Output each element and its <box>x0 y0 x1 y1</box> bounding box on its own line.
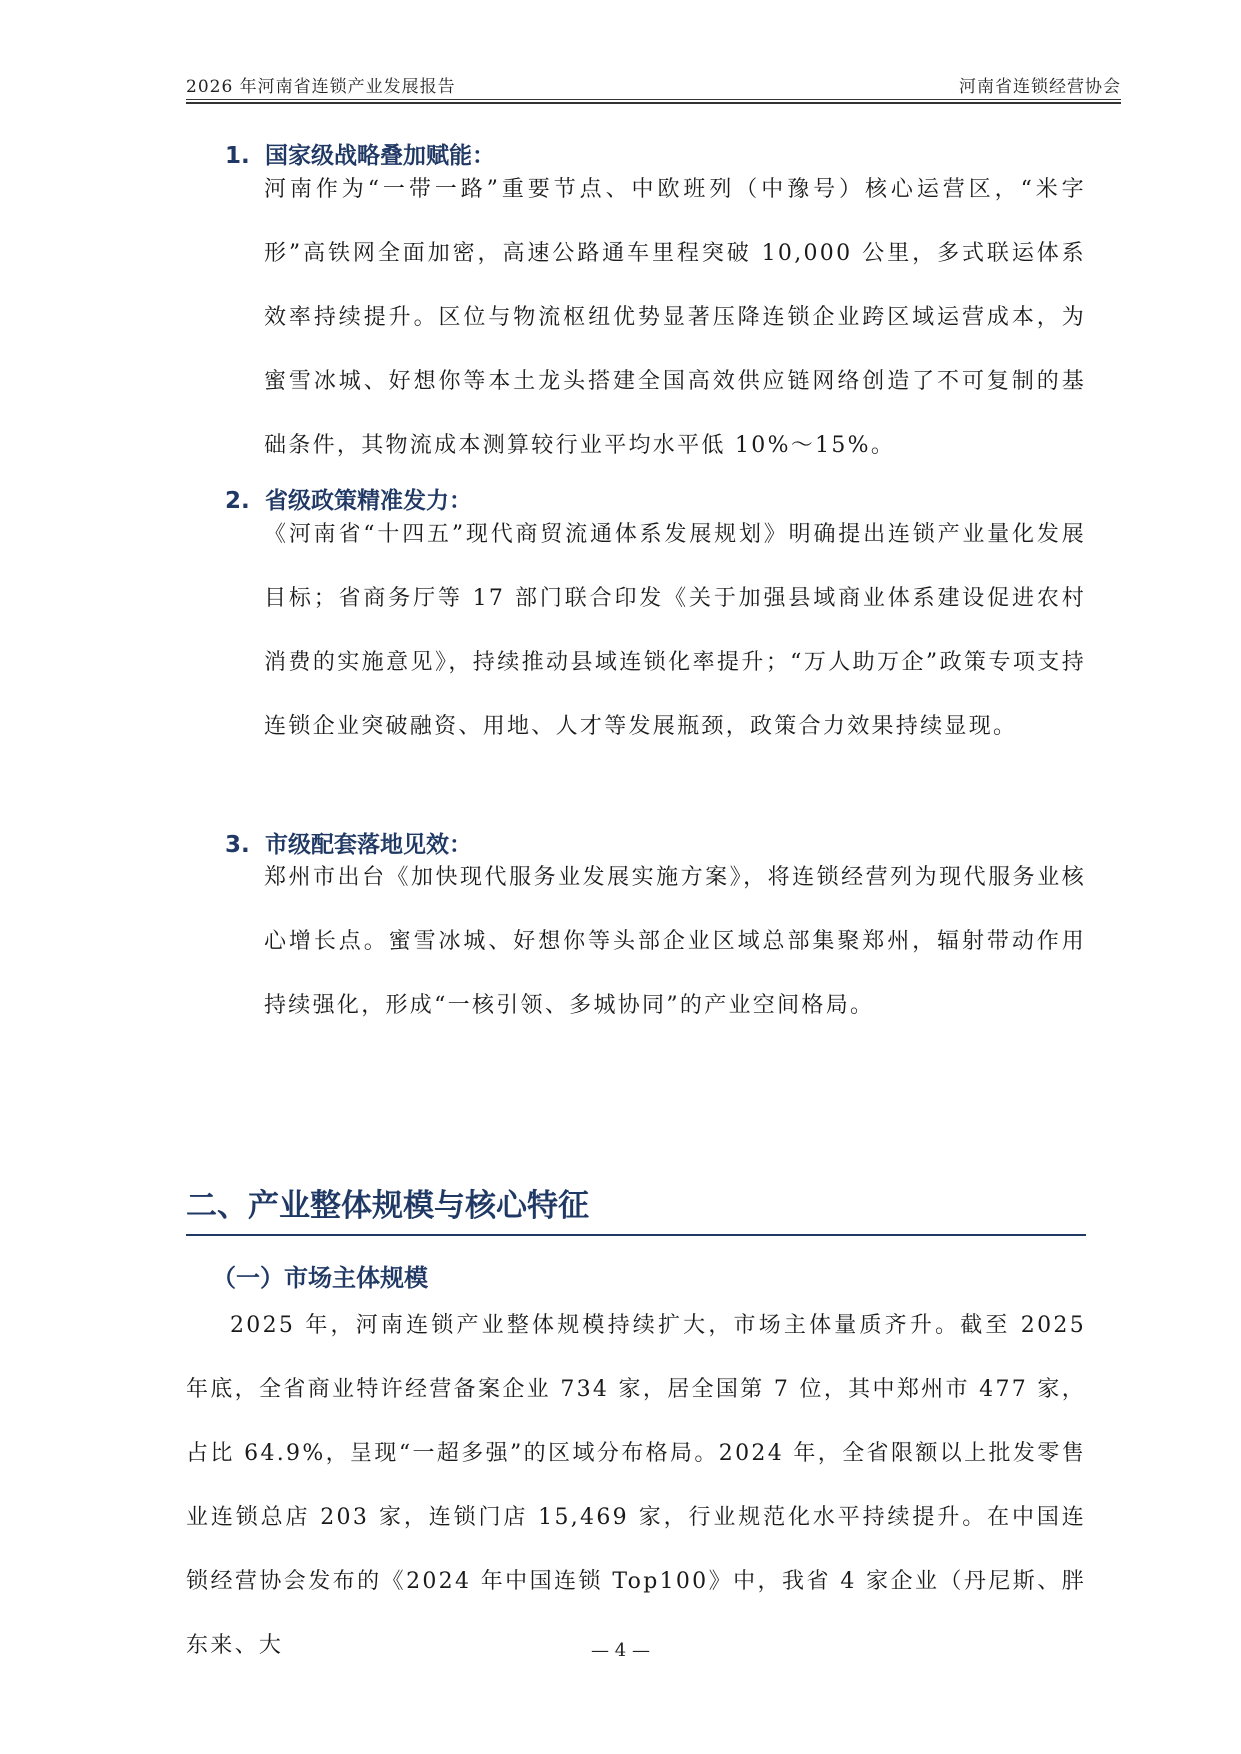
header-rule-thick <box>186 102 1121 104</box>
section-paragraph: 2025 年，河南连锁产业整体规模持续扩大，市场主体量质齐升。截至 2025 年底，全省商业特许经营备案企业 734 家，居全国第 7 位，其中郑州市 477 家，占比 64.9%，呈现“一超多强”的区域分布格局。2024 年，全省限额以上批发零售业连锁总店 203 家，连锁门店 15,469 家，行业规范化水平持续提升。在中国连锁经营协会发布的《2024 年中国连锁 Top100》中，我省 4 家企业（丹尼斯、胖东来、大 <box>186 1313 1086 1658</box>
item-number: 2. <box>225 488 250 514</box>
section-title-rule <box>186 1234 1086 1236</box>
item-title: 市级配套落地见效： <box>265 832 472 858</box>
item-paragraph-1: 河南作为“一带一路”重要节点、中欧班列（中豫号）核心运营区，“米字形”高铁网全面加密，高速公路通车里程突破 10,000 公里，多式联运体系效率持续提升。区位与物流枢纽优势显著压降连锁企业跨区域运营成本，为蜜雪冰城、好想你等本土龙头搭建全国高效供应链网络创造了不可复制的基础条件，其物流成本测算较行业平均水平低 10%～15%。 <box>264 177 1086 458</box>
item-number: 3. <box>225 832 250 858</box>
item-paragraph-2: 《河南省“十四五”现代商贸流通体系发展规划》明确提出连锁产业量化发展目标；省商务厅等 17 部门联合印发《关于加强县域商业体系建设促进农村消费的实施意见》，持续推动县域连锁化率提升；“万人助万企”政策专项支持连锁企业突破融资、用地、人才等发展瓶颈，政策合力效果持续显现。 <box>264 522 1086 739</box>
header-rule-thin <box>186 99 1121 100</box>
item-paragraph-3: 郑州市出台《加快现代服务业发展实施方案》，将连锁经营列为现代服务业核心增长点。蜜雪冰城、好想你等头部企业区域总部集聚郑州，辐射带动作用持续强化，形成“一核引领、多城协同”的产业空间格局。 <box>264 865 1086 1018</box>
page-header <box>186 72 1121 100</box>
section-title: 二、产业整体规模与核心特征 <box>186 1188 589 1224</box>
page-number: — 4 — <box>591 1640 650 1661</box>
item-title: 国家级战略叠加赋能： <box>265 143 495 169</box>
header-organization: 河南省连锁经营协会 <box>959 77 1121 97</box>
subsection-title: （一）市场主体规模 <box>212 1264 428 1292</box>
item-number: 1. <box>225 143 250 169</box>
header-report-title: 2026 年河南省连锁产业发展报告 <box>186 77 456 97</box>
item-title: 省级政策精准发力： <box>265 488 472 514</box>
